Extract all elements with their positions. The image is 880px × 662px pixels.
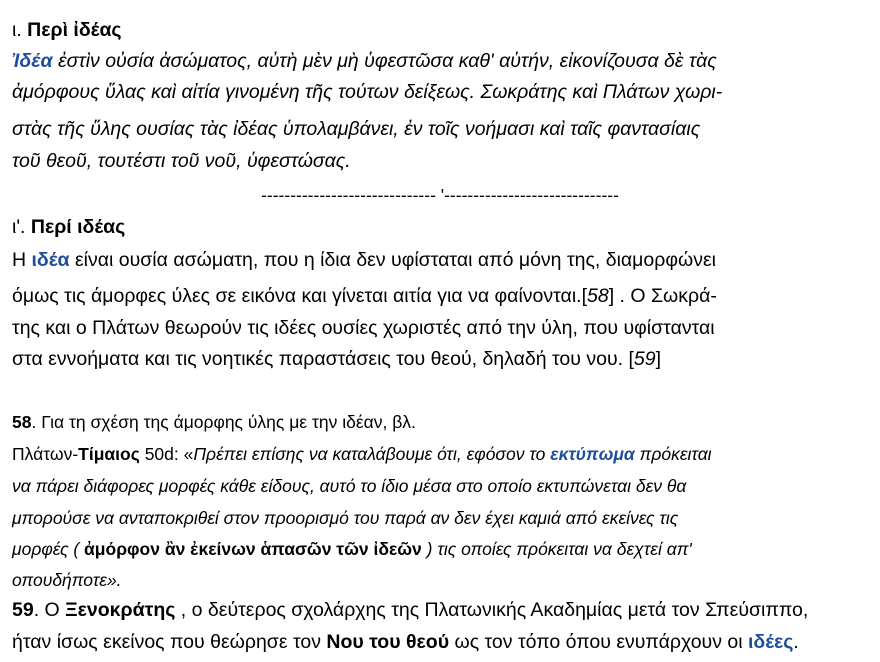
greek-line-1 <box>12 49 717 73</box>
modern-line-2-end: ] . Ο Σωκρά- <box>608 285 717 307</box>
note-58-term-ektyposma: εκτύπωμα <box>550 444 635 464</box>
greek-term-idea: Ἰδέα <box>12 50 53 72</box>
note-59-line-1-text: , ο δεύτερος σχολάρχης της Πλατωνικής Ακαδημίας μετά τον Σπεύσιππο, <box>175 599 809 621</box>
modern-line-2 <box>12 284 717 308</box>
note-58-intro-line <box>12 410 416 434</box>
note-58-quote-4-end: ) τις οποίες πρόκειται να δεχτεί απ' <box>421 539 692 559</box>
note-59-name-xenokrates: Ξενοκράτης <box>65 599 176 621</box>
note-59-line-2-end: . <box>793 631 799 653</box>
note-59-number: 59 <box>12 599 34 621</box>
greek-heading-title: Περὶ ἰδέας <box>27 19 122 41</box>
greek-line-1-text: ἐστὶν οὐσία ἀσώματος, αὐτὴ μὲν μὴ ὑφεστῶσα καθ' αὑτήν, εἰκονίζουσα δὲ τὰς <box>52 50 717 72</box>
note-58-intro: . Για τη σχέση της άμορφης ύλης με την ιδέαν, βλ. <box>31 412 416 432</box>
note-58-quote-4-start: μορφές ( <box>12 539 85 559</box>
greek-heading <box>12 18 122 42</box>
modern-line-1 <box>12 248 716 272</box>
note-59-start: . Ο <box>33 599 66 621</box>
note-58-quote-line-3: μπορούσε να ανταποκριθεί στον προορισμό του παρά αν δεν έχει καμιά από εκείνες τις <box>12 508 679 528</box>
modern-term-idea: ιδέα <box>31 249 70 271</box>
modern-line-2-text: όμως τις άμορφες ύλες σε εικόνα και γίνεται αιτία για να φαίνονται.[ <box>12 285 587 307</box>
modern-line-1-text: είναι ουσία ασώματη, που η ίδια δεν υφίσταται από μόνη της, διαμορφώνει <box>69 249 717 271</box>
note-58-greek-phrase: ἀμόρφον ἂν ἐκείνων ἁπασῶν τῶν ἰδεῶν <box>84 539 422 559</box>
note-59-line-2-start: ήταν ίσως εκείνος που θεώρησε τον <box>12 631 327 653</box>
note-58-number: 58 <box>12 412 32 432</box>
note-59-term-nous: Νου του θεού <box>326 631 450 653</box>
note-59-line-2 <box>12 630 799 654</box>
note-58-quote-1-end: πρόκειται <box>634 444 712 464</box>
note-58-source-work: Τίμαιος <box>78 444 140 464</box>
note-59-line-2-mid: ως τον τόπο όπου ενυπάρχουν οι <box>449 631 748 653</box>
greek-heading-number: ι. <box>12 19 28 41</box>
greek-line-2: ἀμόρφους ὕλας καὶ αἰτία γινομένη τῆς τούτων δείξεως. Σωκράτης καὶ Πλάτων χωρι- <box>12 81 723 103</box>
greek-line-4: τοῦ θεοῦ, τουτέστι τοῦ νοῦ, ὑφεστώσας. <box>12 150 351 172</box>
modern-heading-number: ι'. <box>12 216 31 238</box>
note-59-term-ideas: ιδέες <box>747 631 794 653</box>
note-58-quote-1: Πρέπει επίσης να καταλάβουμε ότι, εφόσον το <box>193 444 551 464</box>
modern-line-1-start: Η <box>12 249 32 271</box>
modern-heading-title: Περί ιδέας <box>30 216 126 238</box>
note-58-quote-line-4 <box>12 537 692 561</box>
note-58-source-line <box>12 442 712 466</box>
modern-line-4-text: στα εννοήματα και τις νοητικές παραστάσεις του θεού, δηλαδή του νου. [ <box>12 348 634 370</box>
footnote-ref-59[interactable]: 59 <box>633 348 656 370</box>
note-58-quote-line-5: οπουδήποτε». <box>12 570 122 590</box>
modern-line-4-end: ] <box>655 348 661 370</box>
modern-line-4 <box>12 347 661 371</box>
modern-line-3: της και ο Πλάτων θεωρούν τις ιδέες ουσίες χωριστές από την ύλη, που υφίστανται <box>12 317 715 339</box>
footnote-ref-58[interactable]: 58 <box>586 285 609 307</box>
section-separator: ------------------------------ '------------------------------ <box>261 185 619 205</box>
note-58-source-author: Πλάτων- <box>12 444 79 464</box>
greek-line-3: στὰς τῆς ὕλης ουσίας τὰς ἰδέας ὑπολαμβάνει, ἐν τοῖς νοήμασι καὶ ταῖς φαντασίαις <box>12 118 701 140</box>
note-58-quote-line-2: να πάρει διάφορες μορφές κάθε είδους, αυτό το ίδιο μέσα στο οποίο εκτυπώνεται δεν θα <box>12 476 687 496</box>
modern-heading <box>12 215 125 239</box>
note-59-line-1 <box>12 598 808 622</box>
note-58-source-ref: 50d: « <box>139 444 194 464</box>
